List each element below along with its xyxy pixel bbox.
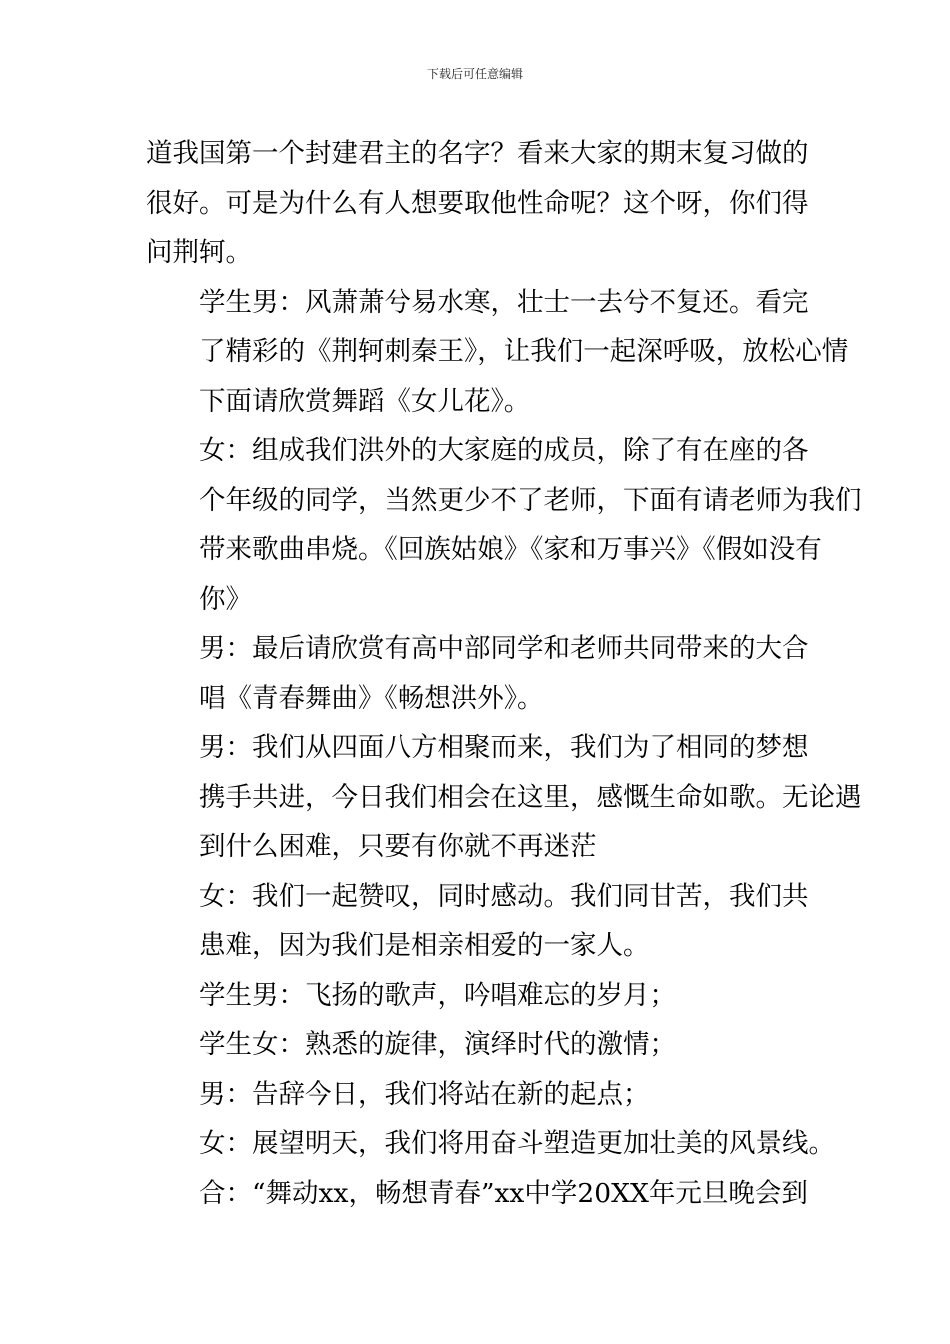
paragraph (146, 278, 849, 427)
paragraph (146, 723, 862, 872)
paragraph (146, 1119, 835, 1169)
document-body (146, 129, 862, 1218)
text-line: 携手共进，今日我们相会在这里，感慨生命如歌。无论遇 (199, 781, 862, 813)
paragraph (146, 1070, 808, 1120)
paragraph (146, 426, 862, 624)
text-line: 男：最后请欣赏有高中部同学和老师共同带来的大合 (199, 633, 809, 664)
text-line: 到什么困难，只要有你就不再迷茫 (199, 831, 597, 862)
page-header: 下载后可任意编辑 (426, 67, 523, 81)
text-line: 女：展望明天，我们将用奋斗塑造更加壮美的风景线。 (199, 1128, 835, 1159)
text-line: 个年级的同学，当然更少不了老师，下面有请老师为我们 (199, 484, 862, 516)
text-line: 学生男：风萧萧兮易水寒，壮士一去兮不复还。看完 (199, 286, 809, 318)
text-line: 了精彩的《荆轲刺秦王》，让我们一起深呼吸，放松心情 (199, 336, 849, 367)
text-line: 患难，因为我们是相亲相爱的一家人。 (199, 930, 650, 961)
text-line: 男：我们从四面八方相聚而来，我们为了相同的梦想 (199, 732, 809, 763)
paragraph (146, 624, 808, 723)
text-line: 道我国第一个封建君主的名字？看来大家的期末复习做的 (146, 138, 809, 169)
paragraph (146, 129, 808, 278)
text-line: 带来歌曲串烧。《回族姑娘》《家和万事兴》《假如没有 (199, 534, 822, 565)
text-line: 合：“舞动xx，畅想青春”xx中学20XX年元旦晚会到 (199, 1177, 808, 1209)
text-line: 女：我们一起赞叹，同时感动。我们同甘苦，我们共 (199, 880, 809, 912)
text-line: 唱《青春舞曲》《畅想洪外》。 (199, 682, 544, 714)
text-line: 男：告辞今日，我们将站在新的起点； (199, 1078, 650, 1110)
text-line: 你》 (199, 583, 252, 615)
text-line: 学生男：飞扬的歌声，吟唱难忘的岁月； (199, 979, 676, 1011)
paragraph (146, 1169, 808, 1219)
paragraph (146, 872, 808, 971)
text-line: 下面请欣赏舞蹈《女儿花》。 (199, 385, 531, 417)
paragraph (146, 1020, 808, 1070)
text-line: 问荆轲。 (146, 237, 252, 268)
text-line: 学生女：熟悉的旋律，演绎时代的激情； (199, 1029, 676, 1060)
paragraph (146, 971, 808, 1021)
text-line: 很好。可是为什么有人想要取他性命呢？这个呀，你们得 (146, 187, 809, 219)
text-line: 女：组成我们洪外的大家庭的成员，除了有在座的各 (199, 435, 809, 466)
